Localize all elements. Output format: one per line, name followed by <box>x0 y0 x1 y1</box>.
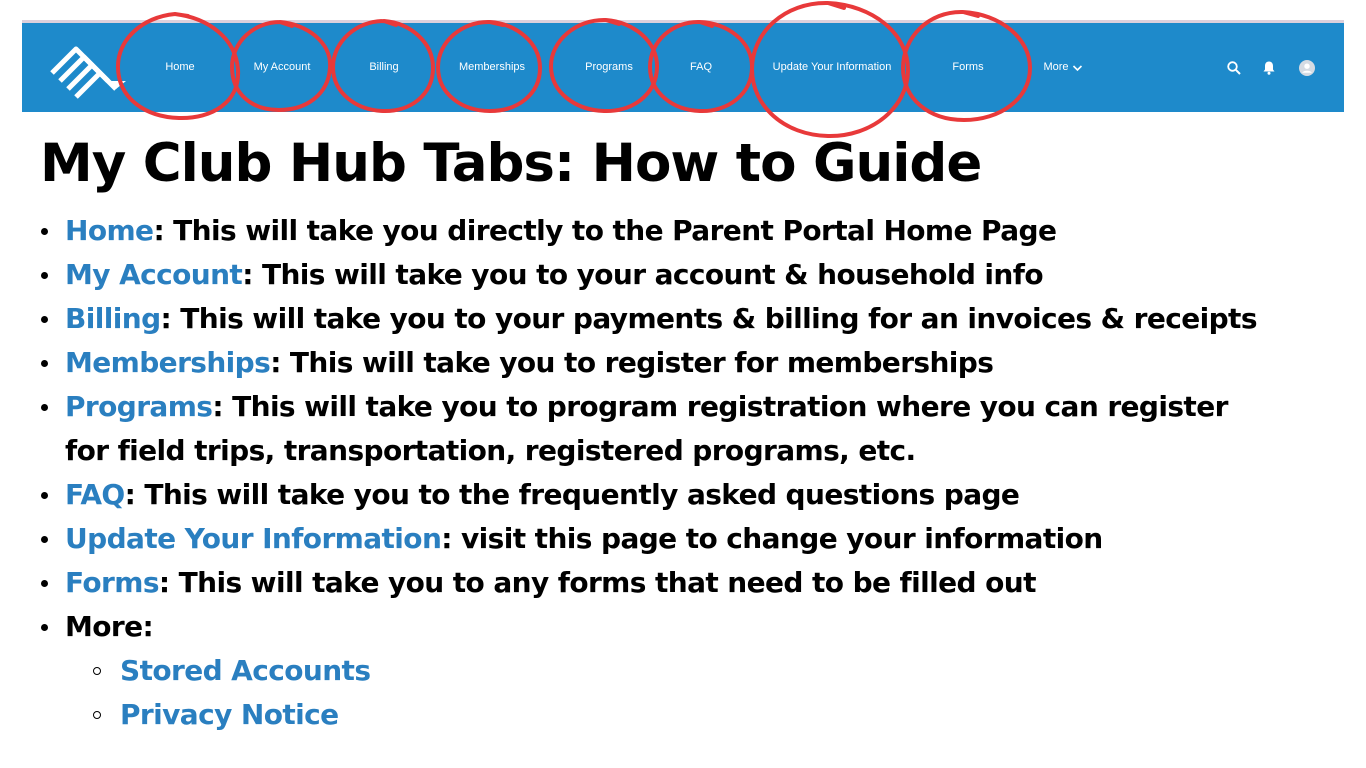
guide-term-programs: Programs <box>65 390 213 423</box>
nav-more-label: More <box>1043 61 1069 73</box>
guide-item-my-account <box>38 253 1358 297</box>
nav-tab-update-your-information[interactable]: Update Your Information <box>772 61 892 73</box>
guide-item-billing <box>38 297 1358 341</box>
guide-list <box>38 209 1358 737</box>
guide-more-label: More: <box>65 610 154 643</box>
club-logo[interactable] <box>46 39 128 99</box>
guide-more-sublist <box>65 649 1358 737</box>
guide-item-update-your-information <box>38 517 1358 561</box>
guide-item-more <box>38 605 1358 737</box>
guide-desc: : visit this page to change your information <box>441 522 1103 555</box>
guide-desc-continued: for field trips, transportation, registered programs, etc. <box>65 434 916 467</box>
guide-desc: : This will take you to any forms that need to be filled out <box>158 566 1036 599</box>
guide-term-home: Home <box>65 214 154 247</box>
portal-nav-bar <box>22 23 1344 112</box>
guide-item-home <box>38 209 1358 253</box>
guide-item-faq <box>38 473 1358 517</box>
user-avatar-icon[interactable] <box>1298 59 1316 77</box>
nav-tab-forms[interactable]: Forms <box>952 61 984 73</box>
search-icon[interactable] <box>1225 59 1243 77</box>
guide-term-forms: Forms <box>65 566 159 599</box>
nav-tab-my-account[interactable]: My Account <box>253 61 311 73</box>
guide-item-memberships <box>38 341 1358 385</box>
guide-sub-item-privacy-notice: Privacy Notice <box>65 693 1358 737</box>
guide-item-forms <box>38 561 1358 605</box>
nav-tab-home[interactable]: Home <box>165 61 195 73</box>
nav-tab-memberships[interactable]: Memberships <box>458 61 526 73</box>
guide-term-update-your-information: Update Your Information <box>65 522 442 555</box>
guide-desc: : This will take you to register for memberships <box>270 346 994 379</box>
guide-desc: : This will take you to your payments & billing for an invoices & receipts <box>160 302 1257 335</box>
nav-tab-faq[interactable]: FAQ <box>689 61 713 73</box>
guide-sub-item-stored-accounts: Stored Accounts <box>65 649 1358 693</box>
bell-icon[interactable] <box>1260 59 1278 77</box>
guide-term-faq: FAQ <box>65 478 125 511</box>
guide-term-memberships: Memberships <box>65 346 271 379</box>
guide-desc: : This will take you directly to the Parent Portal Home Page <box>153 214 1057 247</box>
guide-desc: : This will take you to program registration where you can register <box>212 390 1228 423</box>
guide-desc: : This will take you to the frequently asked questions page <box>124 478 1020 511</box>
guide-term-my-account: My Account <box>65 258 243 291</box>
page-title: My Club Hub Tabs: How to Guide <box>40 133 982 194</box>
nav-tab-billing[interactable]: Billing <box>369 61 399 73</box>
nav-tab-programs[interactable]: Programs <box>585 61 633 73</box>
nav-more-menu[interactable] <box>1043 23 1082 112</box>
guide-item-programs <box>38 385 1358 473</box>
chevron-down-icon <box>1073 64 1083 72</box>
guide-term-billing: Billing <box>65 302 161 335</box>
guide-desc: : This will take you to your account & household info <box>242 258 1043 291</box>
